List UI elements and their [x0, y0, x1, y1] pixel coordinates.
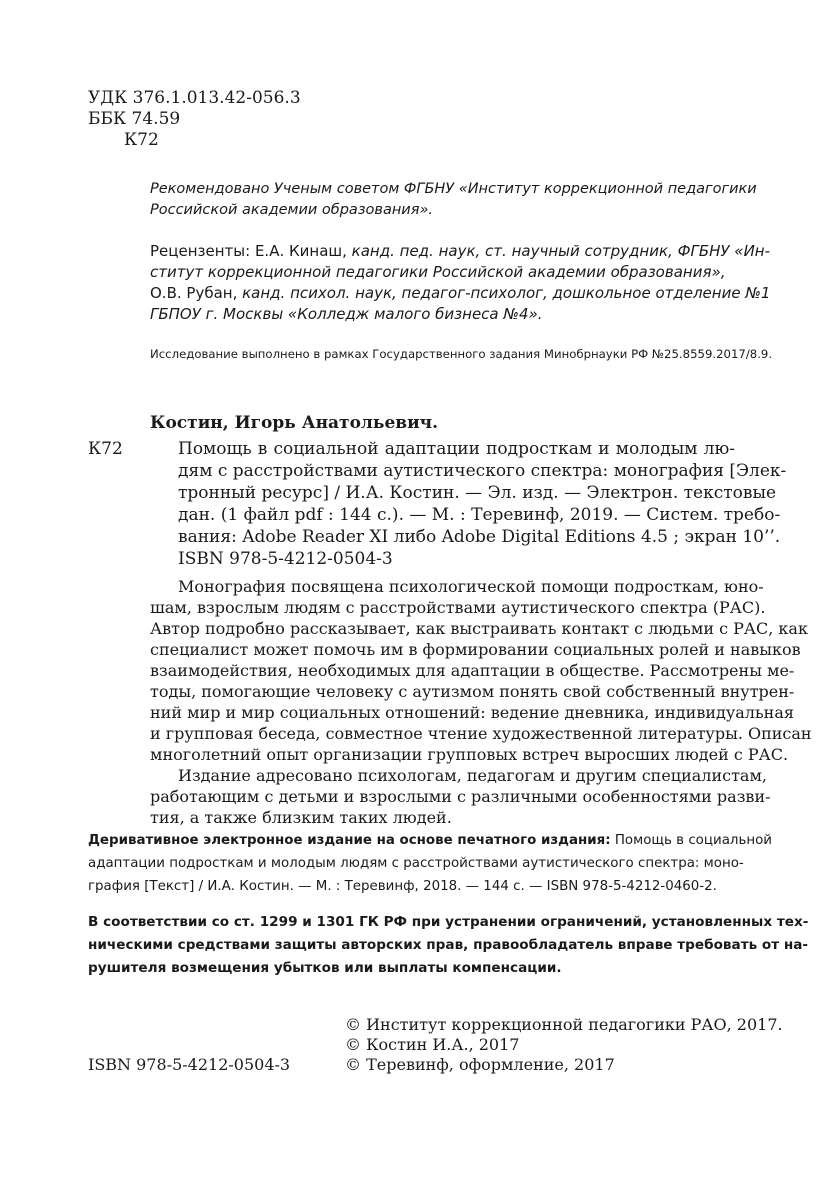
reviewers-label: Рецензенты:: [150, 242, 251, 260]
derivative-line: [88, 829, 773, 852]
derivative-label: Деривативное электронное издание на основе печатного издания:: [88, 833, 611, 848]
recommendation-line: Российской академии образования».: [150, 202, 434, 218]
abstract-line: Монография посвящена психологической помощи подросткам, юно-: [178, 577, 764, 596]
reviewer-2-name: О.В. Рубан,: [150, 284, 238, 302]
author-mark: К72: [88, 439, 123, 459]
reviewer-line: ститут коррекционной педагогики Российской академии образования»,: [150, 263, 726, 281]
classification-codes: [88, 88, 301, 151]
abstract-line: тоды, помогающие человеку с аутизмом понять свой собственный внутрен-: [150, 682, 795, 701]
abstract-line: специалист может помочь им в формировании социальных ролей и навыков: [150, 640, 801, 659]
reviewer-1-desc: канд. пед. наук, ст. научный сотрудник, ФГБНУ «Ин-: [351, 242, 771, 260]
reviewer-line: [150, 283, 771, 304]
udk-code: УДК 376.1.013.42-056.3: [88, 88, 301, 108]
rights-line: ническими средствами защиты авторских прав, правообладатель вправе требовать от на-: [88, 937, 809, 953]
abstract: [150, 576, 812, 828]
derivative-line: графия [Текст] / И.А. Костин. — М. : Теревинф, 2018. — 144 с. — ISBN 978-5-4212-0460-2.: [88, 879, 717, 894]
reviewers-block: [150, 241, 771, 325]
bibliography-entry: [178, 438, 787, 548]
reviewer-2-desc: канд. психол. наук, педагог-психолог, дошкольное отделение №1: [242, 284, 771, 302]
derivative-line: адаптации подросткам и молодым людям с расстройствами аутистического спектра: моно-: [88, 856, 744, 871]
copyright-block: [345, 1015, 783, 1075]
abstract-line: взаимодействия, необходимых для адаптации в обществе. Рассмотрены ме-: [150, 661, 795, 680]
bibliography-line: тронный ресурс] / И.А. Костин. — Эл. изд. — Электрон. текстовые: [178, 483, 777, 503]
copyright-line: © Институт коррекционной педагогики РАО, 2017.: [345, 1015, 783, 1034]
isbn-footer: [88, 1055, 290, 1075]
rights-line: В соответствии со ст. 1299 и 1301 ГК РФ при устранении ограничений, установленных тех-: [88, 914, 809, 930]
author-name: Костин, Игорь Анатольевич.: [150, 413, 439, 433]
abstract-line: тия, а также близким таких людей.: [150, 808, 452, 827]
reviewer-1-name: Е.А. Кинаш,: [254, 242, 347, 260]
abstract-line: Автор подробно рассказывает, как выстраивать контакт с людьми с РАС, как: [150, 619, 808, 638]
isbn-entry: [178, 548, 393, 570]
research-line: Исследование выполнено в рамках Государственного задания Минобрнауки РФ №25.8559.2017/8.9.: [150, 347, 773, 361]
author-heading: [150, 412, 438, 434]
abstract-line: ний мир и мир социальных отношений: ведение дневника, индивидуальная: [150, 703, 794, 722]
rights-line: рушителя возмещения убытков или выплаты компенсации.: [88, 960, 562, 976]
copyright-line: © Костин И.А., 2017: [345, 1035, 520, 1054]
isbn: ISBN 978-5-4212-0504-3: [88, 1055, 291, 1074]
bibliography-line: дан. (1 файл pdf : 144 с.). — М. : Теревинф, 2019. — Систем. требо-: [178, 505, 781, 525]
abstract-line: Издание адресовано психологам, педагогам и другим специалистам,: [178, 766, 767, 785]
abstract-line: и групповая беседа, совместное чтение художественной литературы. Описан: [150, 724, 812, 743]
isbn: ISBN 978-5-4212-0504-3: [178, 549, 393, 569]
abstract-line: работающим с детьми и взрослыми с различными особенностями разви-: [150, 787, 771, 806]
reviewer-line: [150, 241, 771, 262]
derivative-title: Помощь в социальной: [614, 833, 773, 848]
bibliography-line: Помощь в социальной адаптации подросткам и молодым лю-: [178, 439, 735, 459]
author-mark: К72: [124, 130, 159, 150]
bibliography-code: [88, 438, 123, 460]
recommendation-line: Рекомендовано Ученым советом ФГБНУ «Институт коррекционной педагогики: [150, 181, 757, 197]
copyright-line: © Теревинф, оформление, 2017: [345, 1055, 615, 1074]
derivative-edition-note: [88, 829, 773, 898]
bibliography-line: дям с расстройствами аутистического спектра: монография [Элек-: [178, 461, 787, 481]
rights-notice: [88, 911, 809, 980]
research-note: [150, 345, 772, 363]
abstract-line: многолетний опыт организации групповых встреч выросших людей с РАС.: [150, 745, 789, 764]
bbk-code: ББК 74.59: [88, 109, 181, 129]
recommendation-note: [150, 179, 757, 221]
abstract-line: шам, взрослым людям с расстройствами аутистического спектра (РАС).: [150, 598, 766, 617]
bibliography-line: вания: Adobe Reader XI либо Adobe Digital Editions 4.5 ; экран 10’’.: [178, 527, 781, 547]
reviewer-line: ГБПОУ г. Москвы «Колледж малого бизнеса №4».: [150, 305, 543, 323]
